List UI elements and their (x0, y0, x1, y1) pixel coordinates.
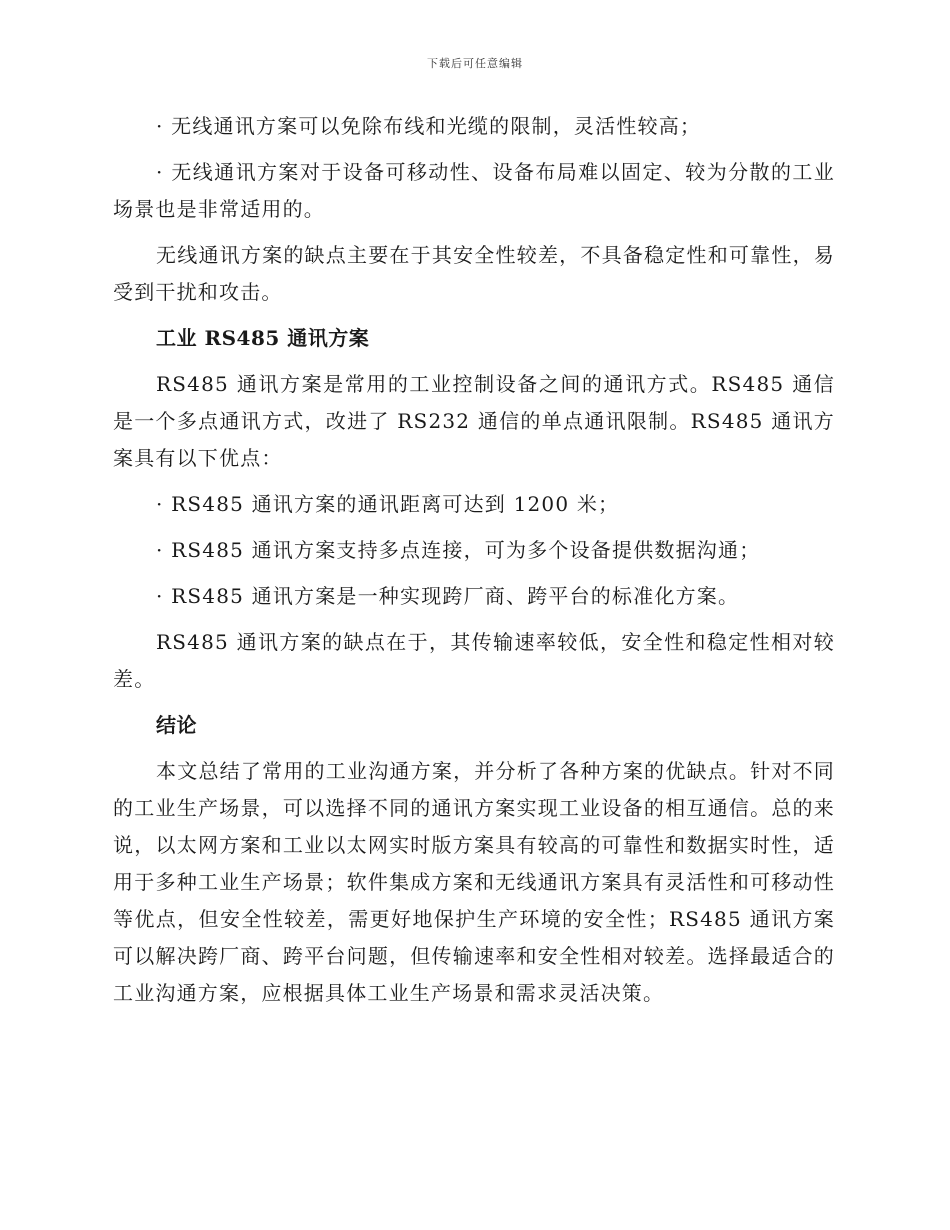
bullet-rs485-standard: · RS485 通讯方案是一种实现跨厂商、跨平台的标准化方案。 (156, 584, 740, 608)
paragraph-rs485-drawbacks: RS485 通讯方案的缺点在于，其传输速率较低，安全性和稳定性相对较差。 (113, 630, 835, 691)
paragraph-wireless-drawbacks: 无线通讯方案的缺点主要在于其安全性较差，不具备稳定性和可靠性，易受到干扰和攻击。 (113, 243, 835, 304)
bullet-rs485-multipoint: · RS485 通讯方案支持多点连接，可为多个设备提供数据沟通； (156, 538, 761, 562)
bullet-rs485-distance: · RS485 通讯方案的通讯距离可达到 1200 米； (156, 492, 620, 516)
section-heading-conclusion: 结论 (156, 713, 197, 737)
paragraph-rs485-intro: RS485 通讯方案是常用的工业控制设备之间的通讯方式。RS485 通信是一个多点通讯方式，改进了 RS232 通信的单点通讯限制。RS485 通讯方案具有以下优点： (113, 372, 835, 470)
bullet-wireless-no-cabling: · 无线通讯方案可以免除布线和光缆的限制，灵活性较高； (156, 114, 702, 138)
page-header: 下载后可任意编辑 (427, 57, 523, 70)
bullet-wireless-mobility: · 无线通讯方案对于设备可移动性、设备布局难以固定、较为分散的工业场景也是非常适用的。 (113, 160, 835, 221)
section-heading-rs485: 工业 RS485 通讯方案 (156, 326, 370, 350)
paragraph-conclusion: 本文总结了常用的工业沟通方案，并分析了各种方案的优缺点。针对不同的工业生产场景，可以选择不同的通讯方案实现工业设备的相互通信。总的来说，以太网方案和工业以太网实时版方案具有较高的可靠性和数据实时性，适用于多种工业生产场景；软件集成方案和无线通讯方案具有灵活性和可移动性等优点，但安全性较差，需更好地保护生产环境的安全性；RS485 通讯方案可以解决跨厂商、跨平台问题，但传输速率和安全性相对较差。选择最适合的工业沟通方案，应根据具体工业生产场景和需求灵活决策。 (113, 759, 835, 1005)
document-body (113, 108, 835, 1021)
